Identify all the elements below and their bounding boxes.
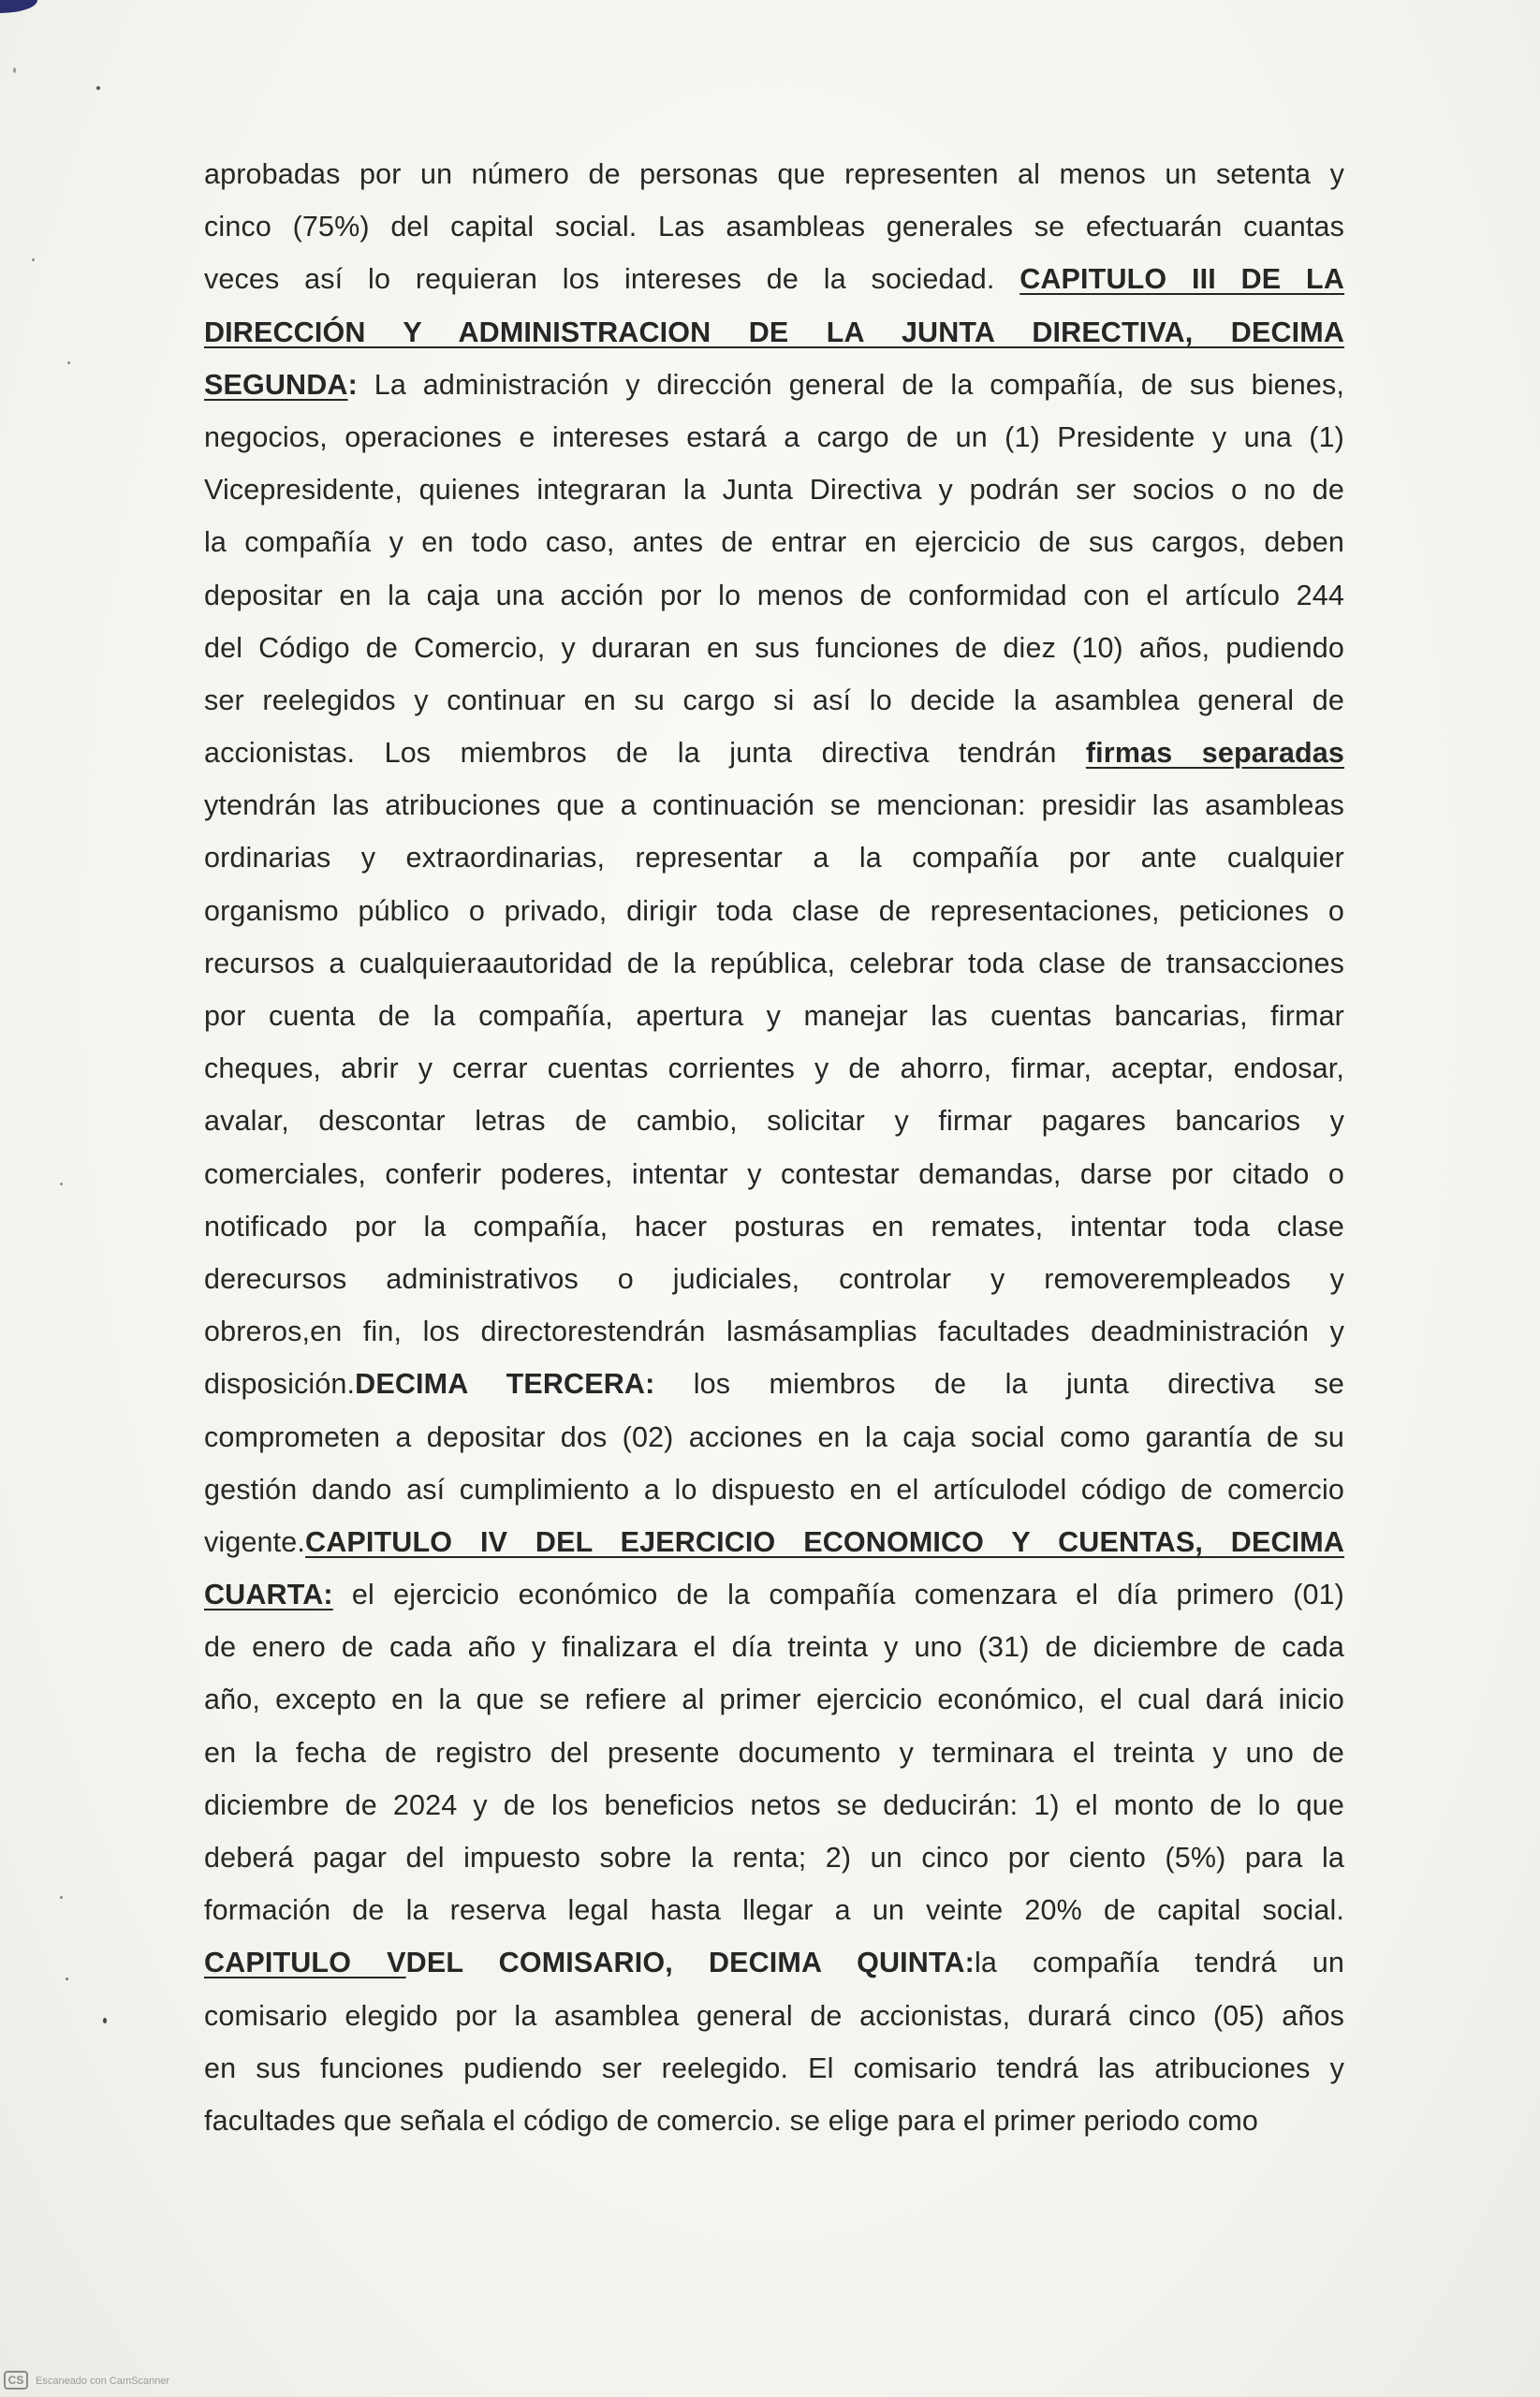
margin-speck xyxy=(103,2018,107,2023)
text-line xyxy=(204,411,1344,463)
text-line xyxy=(204,1568,1344,1621)
text-segment: derecursos administrativos o judiciales, controlar y removerempleados y xyxy=(204,1262,1344,1295)
text-line xyxy=(204,359,1344,411)
heading-segment: CAPITULO III DE LA xyxy=(1019,263,1345,296)
text-segment: cheques, abrir y cerrar cuentas corrientes y de ahorro, firmar, aceptar, endosar, xyxy=(204,1052,1344,1085)
text-line xyxy=(204,1884,1344,1936)
text-line xyxy=(204,1779,1344,1831)
heading-segment: DEL COMISARIO, DECIMA QUINTA: xyxy=(405,1947,975,1979)
text-line xyxy=(204,2042,1344,2095)
text-line xyxy=(204,1200,1344,1253)
text-segment: vigente. xyxy=(204,1525,306,1558)
heading-segment: DIRECCIÓN Y ADMINISTRACION DE LA JUNTA DIRECTIVA, DECIMA xyxy=(204,316,1344,348)
text-line xyxy=(204,253,1344,305)
text-segment: recursos a cualquieraautoridad de la república, celebrar toda clase de transacciones xyxy=(204,947,1344,979)
text-line xyxy=(204,1990,1344,2042)
text-line xyxy=(204,990,1344,1042)
heading-segment: CUARTA: xyxy=(204,1579,333,1611)
text-segment: diciembre de 2024 y de los beneficios netos se deducirán: 1) el monto de lo que xyxy=(204,1788,1344,1821)
heading-segment: SEGUNDA xyxy=(204,368,348,401)
text-segment: ordinarias y extraordinarias, representar a la compañía por ante cualquier xyxy=(204,842,1344,875)
margin-speck xyxy=(67,361,70,364)
text-line xyxy=(204,2095,1344,2147)
text-line xyxy=(204,1411,1344,1463)
text-segment: comerciales, conferir poderes, intentar y contestar demandas, darse por citado o xyxy=(204,1157,1344,1190)
heading-segment: CAPITULO IV DEL EJERCICIO ECONOMICO Y CUENTAS, DECIMA xyxy=(305,1525,1344,1558)
text-segment: disposición. xyxy=(204,1368,356,1401)
text-segment: deberá pagar del impuesto sobre la renta; 2) un cinco por ciento (5%) para la xyxy=(204,1842,1344,1874)
text-line xyxy=(204,1095,1344,1147)
text-segment: gestión dando así cumplimiento a lo dispuesto en el artículodel código de comercio xyxy=(204,1473,1344,1506)
text-segment: Vicepresidente, quienes integraran la Junta Directiva y podrán ser socios o no de xyxy=(204,474,1344,507)
text-segment: notificado por la compañía, hacer posturas en remates, intentar toda clase xyxy=(204,1210,1344,1243)
heading-segment: firmas separadas xyxy=(1085,737,1345,770)
text-segment: aprobadas por un número de personas que representen al menos un setenta y xyxy=(204,158,1344,190)
text-segment: negocios, operaciones e intereses estará a cargo de un (1) Presidente y una (1) xyxy=(204,420,1344,453)
text-segment: los miembros de la junta directiva se xyxy=(654,1368,1344,1401)
text-segment: accionistas. Los miembros de la junta directiva tendrán xyxy=(204,737,1086,770)
text-line xyxy=(204,1253,1344,1305)
text-line xyxy=(204,937,1344,990)
margin-speck xyxy=(13,67,16,73)
text-line xyxy=(204,622,1344,674)
text-segment: depositar en la caja una acción por lo menos de conformidad con el artículo 244 xyxy=(204,579,1344,611)
text-line xyxy=(204,1727,1344,1779)
text-line xyxy=(204,885,1344,937)
text-segment: del Código de Comercio, y duraran en sus funciones de diez (10) años, pudiendo xyxy=(204,631,1344,664)
text-segment: cinco (75%) del capital social. Las asambleas generales se efectuarán cuantas xyxy=(204,211,1344,243)
text-segment: avalar, descontar letras de cambio, solicitar y firmar pagares bancarios y xyxy=(204,1105,1344,1138)
text-line xyxy=(204,727,1344,779)
text-segment: ytendrán las atribuciones que a continuación se mencionan: presidir las asambleas xyxy=(204,789,1344,822)
text-line xyxy=(204,1148,1344,1200)
text-line xyxy=(204,674,1344,727)
heading-segment: CAPITULO V xyxy=(204,1947,406,1979)
margin-speck xyxy=(96,86,100,90)
text-line xyxy=(204,306,1344,359)
text-segment: organismo público o privado, dirigir toda clase de representaciones, peticiones o xyxy=(204,894,1344,927)
text-line xyxy=(204,516,1344,568)
text-segment: año, excepto en la que se refiere al primer ejercicio económico, el cual dará inicio xyxy=(204,1684,1344,1716)
text-segment: por cuenta de la compañía, apertura y manejar las cuentas bancarias, firmar xyxy=(204,1000,1344,1032)
text-segment: la compañía y en todo caso, antes de entrar en ejercicio de sus cargos, deben xyxy=(204,526,1344,559)
text-segment: de enero de cada año y finalizara el día treinta y uno (31) de diciembre de cada xyxy=(204,1631,1344,1664)
text-segment: obreros,en fin, los directorestendrán lasmásamplias facultades deadministración y xyxy=(204,1316,1344,1348)
text-line xyxy=(204,1305,1344,1358)
camscanner-logo: CS xyxy=(4,2371,28,2390)
text-line xyxy=(204,779,1344,831)
text-segment: ser reelegidos y continuar en su cargo si así lo decide la asamblea general de xyxy=(204,684,1344,716)
text-segment: en sus funciones pudiendo ser reelegido. El comisario tendrá las atribuciones y xyxy=(204,2051,1344,2084)
text-line xyxy=(204,1673,1344,1726)
text-line xyxy=(204,1936,1344,1989)
margin-speck xyxy=(32,258,35,261)
text-line xyxy=(204,569,1344,622)
text-segment: la compañía tendrá un xyxy=(974,1947,1344,1979)
text-segment: el ejercicio económico de la compañía comenzara el día primero (01) xyxy=(332,1579,1344,1611)
document-body xyxy=(204,148,1344,2147)
margin-speck xyxy=(66,1978,68,1980)
text-segment: formación de la reserva legal hasta llegar a un veinte 20% de capital social. xyxy=(204,1894,1344,1927)
corner-ink-mark xyxy=(0,0,37,13)
text-line xyxy=(204,1516,1344,1568)
text-line xyxy=(204,1042,1344,1095)
text-line xyxy=(204,831,1344,884)
text-line xyxy=(204,148,1344,200)
text-segment: veces así lo requieran los intereses de la sociedad. xyxy=(204,263,1020,296)
text-line xyxy=(204,1358,1344,1410)
text-segment: en la fecha de registro del presente documento y terminara el treinta y uno de xyxy=(204,1736,1344,1769)
margin-speck xyxy=(60,1896,63,1899)
text-segment: comisario elegido por la asamblea general de accionistas, durará cinco (05) años xyxy=(204,1999,1344,2032)
text-segment: facultades que señala el código de comercio. se elige para el primer periodo como xyxy=(204,2104,1259,2137)
heading-segment: DECIMA TERCERA: xyxy=(355,1368,655,1401)
text-segment: comprometen a depositar dos (02) acciones en la caja social como garantía de su xyxy=(204,1420,1344,1453)
text-segment: La administración y dirección general de la compañía, de sus bienes, xyxy=(357,368,1344,401)
text-line xyxy=(204,1621,1344,1673)
text-line xyxy=(204,1831,1344,1884)
text-line xyxy=(204,463,1344,516)
margin-speck xyxy=(60,1183,63,1185)
text-line xyxy=(204,200,1344,253)
heading-segment: : xyxy=(347,368,358,401)
text-line xyxy=(204,1463,1344,1516)
scanner-watermark-text: Escaneado con CamScanner xyxy=(36,2375,170,2387)
